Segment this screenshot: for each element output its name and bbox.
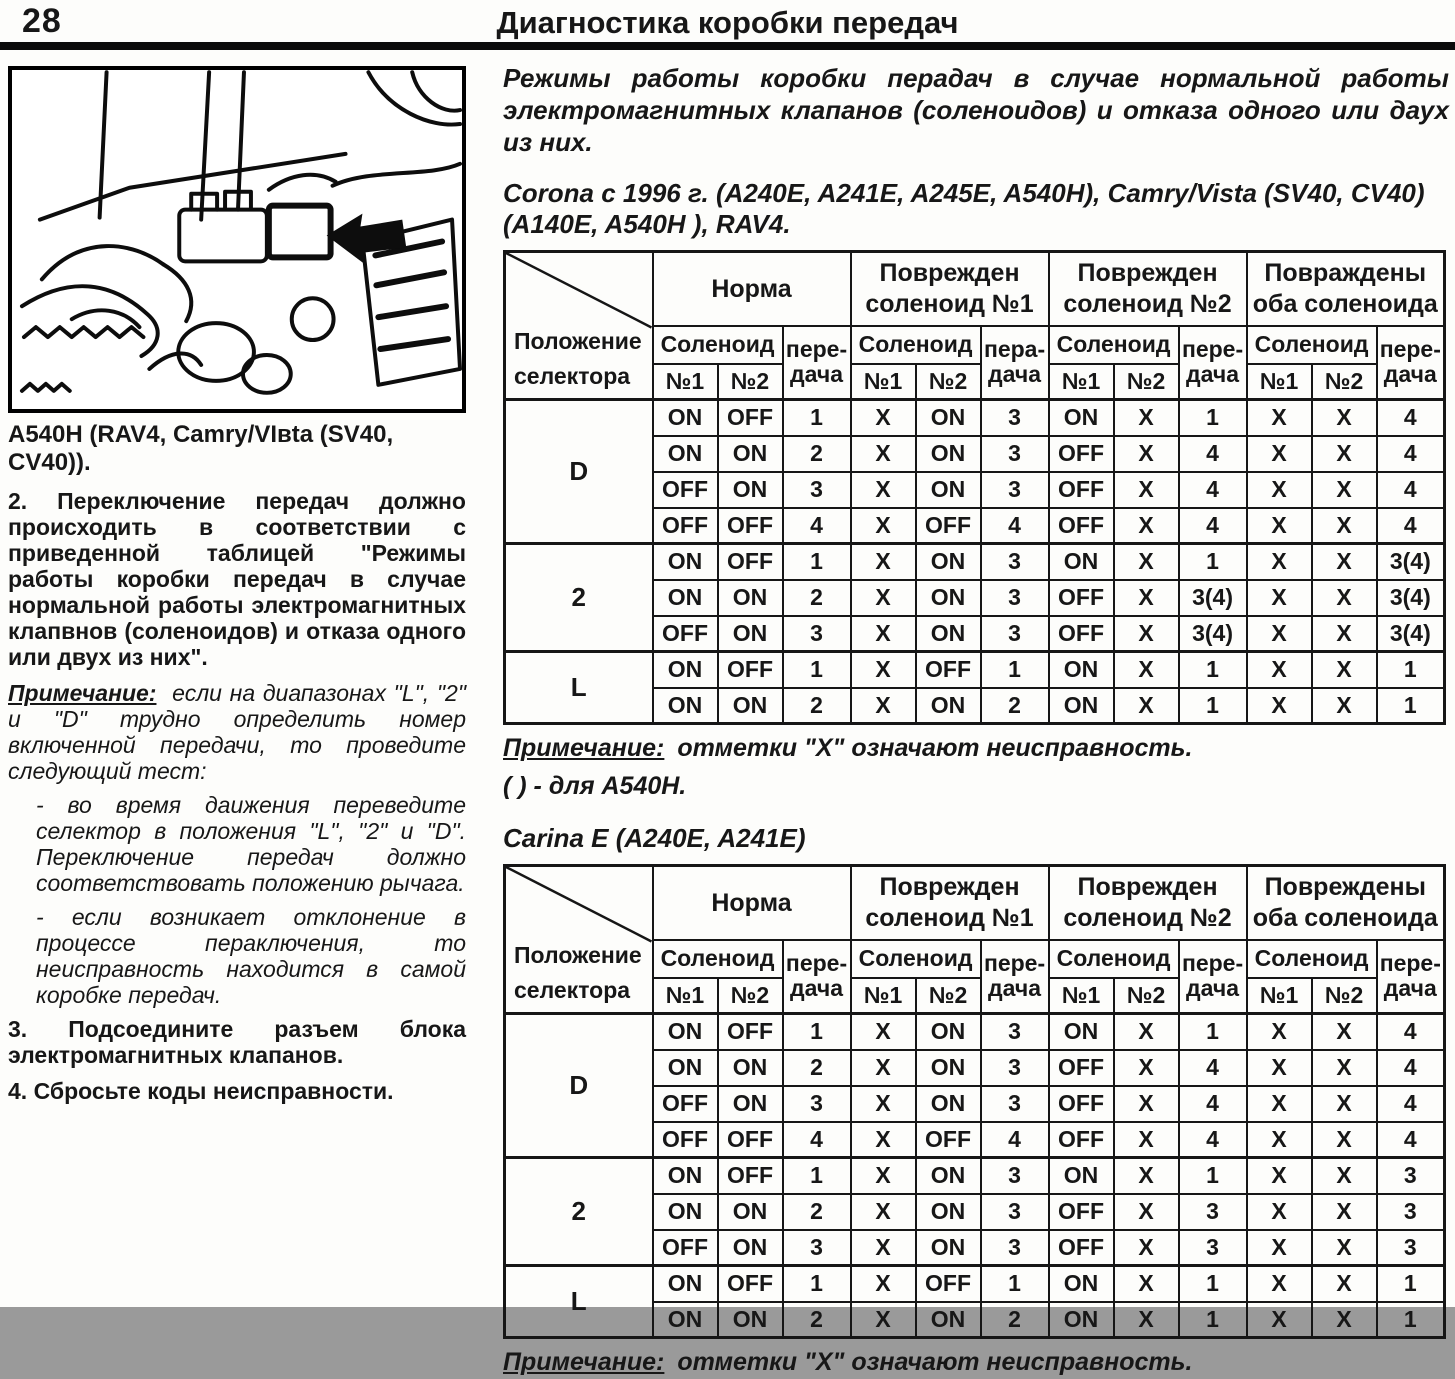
- table-cell: X: [1114, 1266, 1179, 1302]
- models-carina: Carina E (A240E, A241E): [503, 823, 806, 853]
- table-cell: 4: [1179, 436, 1247, 472]
- gear-header: пере- дача: [1377, 326, 1445, 400]
- table-cell: 4: [1377, 508, 1445, 544]
- gear-header: пере- дача: [981, 940, 1049, 1014]
- table-cell: ON: [653, 1266, 718, 1302]
- table-cell: OFF: [916, 652, 981, 688]
- table-cell: 3: [1179, 1230, 1247, 1266]
- table-cell: X: [851, 472, 916, 508]
- table-cell: X: [1312, 616, 1377, 652]
- selector-position: 2: [505, 1158, 653, 1266]
- table-cell: OFF: [653, 472, 718, 508]
- intro-paragraph: Режимы работы коробки перадач в случае нормальной работы электромагнитных клапанов (соленоидов) и отказа одного или даух из них.: [503, 63, 1449, 157]
- table-cell: X: [1114, 1122, 1179, 1158]
- table-cell: ON: [916, 1158, 981, 1194]
- table-cell: 3: [783, 472, 851, 508]
- table-cell: ON: [916, 1194, 981, 1230]
- table-cell: X: [1312, 1014, 1377, 1050]
- table-cell: X: [1114, 1194, 1179, 1230]
- table-cell: 3: [981, 1014, 1049, 1050]
- table-cell: ON: [1049, 1266, 1114, 1302]
- table-cell: X: [1114, 508, 1179, 544]
- table-cell: ON: [718, 580, 783, 616]
- table-cell: 1: [1179, 1302, 1247, 1338]
- table-cell: OFF: [653, 1086, 718, 1122]
- table-cell: OFF: [718, 652, 783, 688]
- table-cell: 2: [783, 436, 851, 472]
- table-cell: 2: [783, 1302, 851, 1338]
- table-cell: ON: [916, 688, 981, 724]
- table-cell: OFF: [916, 508, 981, 544]
- note-text: отметки "X" означают неисправность.: [677, 734, 1193, 762]
- table-cell: ON: [653, 580, 718, 616]
- table-cell: OFF: [718, 1266, 783, 1302]
- table-cell: 1: [1179, 1158, 1247, 1194]
- table-cell: ON: [653, 436, 718, 472]
- table-cell: ON: [718, 472, 783, 508]
- table-cell: ON: [718, 1050, 783, 1086]
- table-cell: ON: [916, 616, 981, 652]
- table-cell: 4: [783, 508, 851, 544]
- table-cell: OFF: [653, 616, 718, 652]
- table-cell: 4: [1377, 1050, 1445, 1086]
- table-cell: X: [1247, 616, 1312, 652]
- column-group-header: Повреждены оба соленоида: [1247, 866, 1445, 940]
- table-cell: 3: [981, 616, 1049, 652]
- table-cell: ON: [916, 436, 981, 472]
- table-cell: 3: [783, 1230, 851, 1266]
- table-cell: 4: [1377, 1014, 1445, 1050]
- table-cell: OFF: [718, 544, 783, 580]
- table-cell: X: [1114, 1086, 1179, 1122]
- table-cell: 3: [981, 1230, 1049, 1266]
- table-cell: X: [1114, 1050, 1179, 1086]
- table-cell: OFF: [718, 1014, 783, 1050]
- table-cell: ON: [718, 616, 783, 652]
- solenoid-table-carina: [503, 864, 1446, 1339]
- note-label: Примечание:: [503, 1348, 665, 1376]
- table-cell: X: [851, 616, 916, 652]
- table-cell: X: [1312, 1266, 1377, 1302]
- table-cell: ON: [718, 1086, 783, 1122]
- table-cell: X: [851, 1050, 916, 1086]
- table-cell: 1: [783, 1014, 851, 1050]
- table-cell: ON: [653, 1050, 718, 1086]
- table-cell: OFF: [1049, 616, 1114, 652]
- table-cell: X: [1312, 400, 1377, 436]
- table-cell: X: [1114, 688, 1179, 724]
- table-cell: 4: [1377, 436, 1445, 472]
- table-cell: X: [1114, 616, 1179, 652]
- table-cell: X: [1312, 1122, 1377, 1158]
- table-cell: OFF: [1049, 1122, 1114, 1158]
- table-cell: ON: [653, 1194, 718, 1230]
- table-cell: OFF: [916, 1122, 981, 1158]
- solenoid-2-header: №2: [916, 978, 981, 1014]
- table-cell: OFF: [1049, 1230, 1114, 1266]
- table-cell: X: [851, 688, 916, 724]
- table-cell: 3: [783, 616, 851, 652]
- table-cell: ON: [718, 1302, 783, 1338]
- note-text: если на диапазонах "L", "2" и "D" трудно определить номер включенной передачи, то проведите следующий тест:: [8, 680, 466, 785]
- figure-caption: A540H (RAV4, Camry/VIвta (SV40, CV40)).: [8, 421, 394, 476]
- table-cell: X: [851, 544, 916, 580]
- figure-frame: [8, 66, 466, 413]
- table-cell: X: [1312, 1086, 1377, 1122]
- table-cell: X: [851, 1302, 916, 1338]
- solenoid-1-header: №1: [653, 364, 718, 400]
- table-cell: 3: [981, 472, 1049, 508]
- selector-position: D: [505, 400, 653, 544]
- table-cell: X: [1312, 1194, 1377, 1230]
- table-cell: 1: [783, 400, 851, 436]
- table-cell: X: [1312, 580, 1377, 616]
- table-2-note: [503, 1347, 1449, 1377]
- solenoid-2-header: №2: [1312, 978, 1377, 1014]
- table-cell: X: [1312, 1302, 1377, 1338]
- table-cell: X: [1114, 544, 1179, 580]
- table-cell: 1: [1179, 544, 1247, 580]
- table-cell: X: [1247, 544, 1312, 580]
- gear-header: пере- дача: [1377, 940, 1445, 1014]
- selector-position: L: [505, 652, 653, 724]
- table-cell: 4: [783, 1122, 851, 1158]
- selector-position-header: Положение селектора: [505, 866, 653, 1014]
- table-cell: ON: [653, 1158, 718, 1194]
- gear-header: пере- дача: [783, 326, 851, 400]
- table-cell: X: [1312, 436, 1377, 472]
- table-cell: X: [1312, 544, 1377, 580]
- table-cell: ON: [916, 580, 981, 616]
- table-cell: 3(4): [1377, 616, 1445, 652]
- note-label: Примечание:: [8, 680, 157, 707]
- table-cell: X: [1312, 652, 1377, 688]
- step-4: 4. Сбросьте коды неисправности.: [8, 1078, 394, 1105]
- table-cell: 1: [783, 1158, 851, 1194]
- solenoid-1-header: №1: [1247, 364, 1312, 400]
- table-cell: X: [1114, 472, 1179, 508]
- table-cell: 4: [1377, 1122, 1445, 1158]
- table-cell: OFF: [1049, 472, 1114, 508]
- table-cell: X: [851, 1014, 916, 1050]
- table-cell: 1: [1377, 1302, 1445, 1338]
- table-cell: X: [1247, 652, 1312, 688]
- solenoid-table-corona: [503, 250, 1446, 725]
- note-bullet-2: - если возникает отклонение в процессе пераключения, то неисправность находится в самой коробке передач.: [36, 904, 466, 1009]
- table-cell: X: [1312, 472, 1377, 508]
- step-2: 2. Переключение передач должно происходить в соответствии с приведенной таблицей "Режимы работы коробки передач в случае нормальной работы электромагнитных клапвнов (соленоидов) и отказа одного или двух из них".: [8, 488, 466, 671]
- table-cell: 2: [783, 1194, 851, 1230]
- table-cell: OFF: [1049, 580, 1114, 616]
- table-cell: ON: [653, 688, 718, 724]
- table-cell: X: [1114, 1158, 1179, 1194]
- solenoid-2-header: №2: [1312, 364, 1377, 400]
- table-cell: X: [1114, 436, 1179, 472]
- table-cell: 3: [981, 580, 1049, 616]
- table-cell: X: [851, 1158, 916, 1194]
- table-cell: X: [1247, 1158, 1312, 1194]
- page-title: Диагностика коробки передач: [496, 5, 959, 40]
- engine-bay-illustration: [12, 70, 462, 409]
- table-cell: 1: [783, 544, 851, 580]
- gear-header: пере- дача: [1179, 940, 1247, 1014]
- gear-header: пере- дача: [1179, 326, 1247, 400]
- table-cell: 3: [1377, 1194, 1445, 1230]
- table-cell: OFF: [916, 1266, 981, 1302]
- table-cell: 2: [981, 1302, 1049, 1338]
- table-cell: ON: [1049, 652, 1114, 688]
- table-cell: ON: [653, 1014, 718, 1050]
- table-cell: ON: [916, 400, 981, 436]
- table-cell: OFF: [718, 1158, 783, 1194]
- step-3: 3. Подсоедините разъем блока электромагнитных клапанов.: [8, 1016, 466, 1069]
- table-cell: 3: [981, 544, 1049, 580]
- solenoid-header: Соленоид: [1247, 940, 1377, 978]
- table-cell: 3: [1377, 1230, 1445, 1266]
- table-cell: ON: [653, 652, 718, 688]
- table-cell: 3(4): [1377, 544, 1445, 580]
- table-cell: 3: [981, 1158, 1049, 1194]
- table-cell: 4: [1377, 400, 1445, 436]
- note-paragraph: [8, 680, 466, 784]
- table-cell: X: [1114, 1230, 1179, 1266]
- table-cell: X: [1312, 508, 1377, 544]
- solenoid-2-header: №2: [1114, 978, 1179, 1014]
- gear-header: пера- дача: [981, 326, 1049, 400]
- column-group-header: Поврежден соленоид №1: [851, 252, 1049, 326]
- table-cell: X: [1247, 1050, 1312, 1086]
- table-cell: 1: [1179, 1266, 1247, 1302]
- table-cell: 1: [981, 1266, 1049, 1302]
- table-cell: 1: [1377, 652, 1445, 688]
- table-cell: X: [1247, 688, 1312, 724]
- solenoid-1-header: №1: [1247, 978, 1312, 1014]
- solenoid-1-header: №1: [851, 978, 916, 1014]
- table-cell: X: [1247, 1122, 1312, 1158]
- note-bullet-1: - во время даижения переведите селектор в положения "L", "2" и "D". Переключение передач должно соответствовать положению рычага.: [36, 792, 466, 897]
- table-cell: X: [1247, 1230, 1312, 1266]
- table-cell: OFF: [718, 400, 783, 436]
- table-cell: 1: [1377, 1266, 1445, 1302]
- table-cell: ON: [1049, 1302, 1114, 1338]
- table-cell: 3: [1179, 1194, 1247, 1230]
- table-cell: 1: [1179, 400, 1247, 436]
- table-cell: X: [1247, 436, 1312, 472]
- table-cell: OFF: [1049, 1194, 1114, 1230]
- models-corona: Corona с 1996 г. (A240E, A241E, A245E, A540H), Camry/Vista (SV40, CV40) (A140E, A540H ), RAV4.: [503, 178, 1425, 239]
- table-cell: 3(4): [1179, 616, 1247, 652]
- table-cell: 4: [1179, 1122, 1247, 1158]
- table-cell: ON: [916, 1086, 981, 1122]
- table-cell: X: [851, 652, 916, 688]
- table-cell: ON: [916, 1014, 981, 1050]
- table-cell: 4: [1179, 1050, 1247, 1086]
- table-cell: ON: [916, 1050, 981, 1086]
- table-cell: X: [851, 436, 916, 472]
- table-cell: X: [1247, 1086, 1312, 1122]
- table-cell: X: [1114, 580, 1179, 616]
- table-cell: 3: [981, 1086, 1049, 1122]
- table-cell: ON: [916, 472, 981, 508]
- solenoid-1-header: №1: [1049, 364, 1114, 400]
- table-cell: ON: [718, 688, 783, 724]
- table-cell: OFF: [653, 1122, 718, 1158]
- gear-header: пере- дача: [783, 940, 851, 1014]
- table-cell: ON: [1049, 1014, 1114, 1050]
- table-cell: ON: [1049, 400, 1114, 436]
- table-1-note: [503, 733, 1449, 763]
- table-cell: X: [1247, 472, 1312, 508]
- solenoid-header: Соленоид: [653, 326, 783, 364]
- table-cell: ON: [1049, 1158, 1114, 1194]
- selector-position: D: [505, 1014, 653, 1158]
- solenoid-1-header: №1: [1049, 978, 1114, 1014]
- page-number: 28: [22, 2, 62, 40]
- table-1-note-a540h: ( ) - для А540Н.: [503, 772, 687, 800]
- table-cell: X: [851, 580, 916, 616]
- table-cell: 3: [981, 400, 1049, 436]
- table-cell: X: [1247, 400, 1312, 436]
- table-cell: ON: [1049, 688, 1114, 724]
- arrow-icon: [327, 214, 407, 266]
- table-cell: 2: [981, 688, 1049, 724]
- table-cell: ON: [916, 1230, 981, 1266]
- table-cell: 3: [1377, 1158, 1445, 1194]
- solenoid-header: Соленоид: [1049, 326, 1179, 364]
- solenoid-2-header: №2: [916, 364, 981, 400]
- table-cell: 4: [1377, 1086, 1445, 1122]
- table-cell: 3: [783, 1086, 851, 1122]
- solenoid-header: Соленоид: [1247, 326, 1377, 364]
- table-cell: OFF: [1049, 1086, 1114, 1122]
- table-cell: OFF: [653, 508, 718, 544]
- table-cell: 3: [981, 1194, 1049, 1230]
- table-cell: X: [1114, 1302, 1179, 1338]
- column-group-header: Поврежден соленоид №2: [1049, 252, 1247, 326]
- table-cell: X: [1247, 1014, 1312, 1050]
- table-cell: 1: [1377, 688, 1445, 724]
- table-cell: X: [1247, 1266, 1312, 1302]
- table-cell: 4: [1179, 508, 1247, 544]
- solenoid-header: Соленоид: [851, 326, 981, 364]
- solenoid-header: Соленоид: [851, 940, 981, 978]
- table-cell: X: [851, 1266, 916, 1302]
- table-cell: 4: [1377, 472, 1445, 508]
- table-cell: X: [851, 1122, 916, 1158]
- table-cell: X: [1312, 1158, 1377, 1194]
- table-cell: X: [1312, 688, 1377, 724]
- column-group-header: Поврежден соленоид №1: [851, 866, 1049, 940]
- table-cell: OFF: [718, 1122, 783, 1158]
- table-cell: 2: [783, 580, 851, 616]
- table-cell: X: [1247, 1194, 1312, 1230]
- table-cell: ON: [916, 544, 981, 580]
- left-column: [8, 66, 466, 1114]
- column-group-header: Поврежден соленоид №2: [1049, 866, 1247, 940]
- table-cell: X: [851, 1086, 916, 1122]
- solenoid-1-header: №1: [851, 364, 916, 400]
- table-cell: 1: [981, 652, 1049, 688]
- table-cell: OFF: [1049, 508, 1114, 544]
- table-cell: X: [1247, 508, 1312, 544]
- table-cell: 1: [1179, 652, 1247, 688]
- selector-position: L: [505, 1266, 653, 1338]
- table-cell: OFF: [718, 508, 783, 544]
- table-cell: 4: [1179, 1086, 1247, 1122]
- table-cell: X: [851, 508, 916, 544]
- table-cell: X: [1312, 1230, 1377, 1266]
- table-cell: 4: [1179, 472, 1247, 508]
- table-cell: ON: [916, 1302, 981, 1338]
- table-cell: OFF: [653, 1230, 718, 1266]
- table-cell: X: [1114, 1014, 1179, 1050]
- table-cell: X: [851, 400, 916, 436]
- table-cell: OFF: [1049, 436, 1114, 472]
- table-cell: X: [1247, 1302, 1312, 1338]
- table-cell: 1: [783, 652, 851, 688]
- table-cell: ON: [718, 1194, 783, 1230]
- note-label: Примечание:: [503, 734, 665, 762]
- table-cell: ON: [653, 1302, 718, 1338]
- table-cell: 2: [783, 688, 851, 724]
- table-cell: ON: [653, 544, 718, 580]
- solenoid-2-header: №2: [718, 364, 783, 400]
- solenoid-header: Соленоид: [1049, 940, 1179, 978]
- table-cell: 2: [783, 1050, 851, 1086]
- selector-position: 2: [505, 544, 653, 652]
- table-cell: ON: [653, 400, 718, 436]
- solenoid-2-header: №2: [718, 978, 783, 1014]
- table-cell: ON: [718, 1230, 783, 1266]
- table-cell: X: [1247, 580, 1312, 616]
- table-cell: 3: [981, 1050, 1049, 1086]
- table-cell: 4: [981, 1122, 1049, 1158]
- table-cell: X: [1114, 400, 1179, 436]
- table-cell: 1: [1179, 1014, 1247, 1050]
- column-group-header: Норма: [653, 866, 851, 940]
- solenoid-2-header: №2: [1114, 364, 1179, 400]
- table-cell: X: [851, 1230, 916, 1266]
- solenoid-header: Соленоид: [653, 940, 783, 978]
- right-column: [503, 62, 1449, 1379]
- table-cell: 3: [981, 436, 1049, 472]
- table-cell: 3(4): [1179, 580, 1247, 616]
- table-cell: 4: [981, 508, 1049, 544]
- table-cell: X: [851, 1194, 916, 1230]
- table-cell: 3(4): [1377, 580, 1445, 616]
- solenoid-1-header: №1: [653, 978, 718, 1014]
- table-cell: 1: [783, 1266, 851, 1302]
- column-group-header: Повраждены оба соленоида: [1247, 252, 1445, 326]
- table-cell: 1: [1179, 688, 1247, 724]
- table-cell: OFF: [1049, 1050, 1114, 1086]
- table-cell: X: [1312, 1050, 1377, 1086]
- column-group-header: Норма: [653, 252, 851, 326]
- page-header: [0, 0, 1455, 50]
- selector-position-header: Положение селектора: [505, 252, 653, 400]
- table-cell: ON: [718, 436, 783, 472]
- table-cell: ON: [1049, 544, 1114, 580]
- note-text: отметки "X" означают неисправность.: [677, 1348, 1193, 1376]
- table-cell: X: [1114, 652, 1179, 688]
